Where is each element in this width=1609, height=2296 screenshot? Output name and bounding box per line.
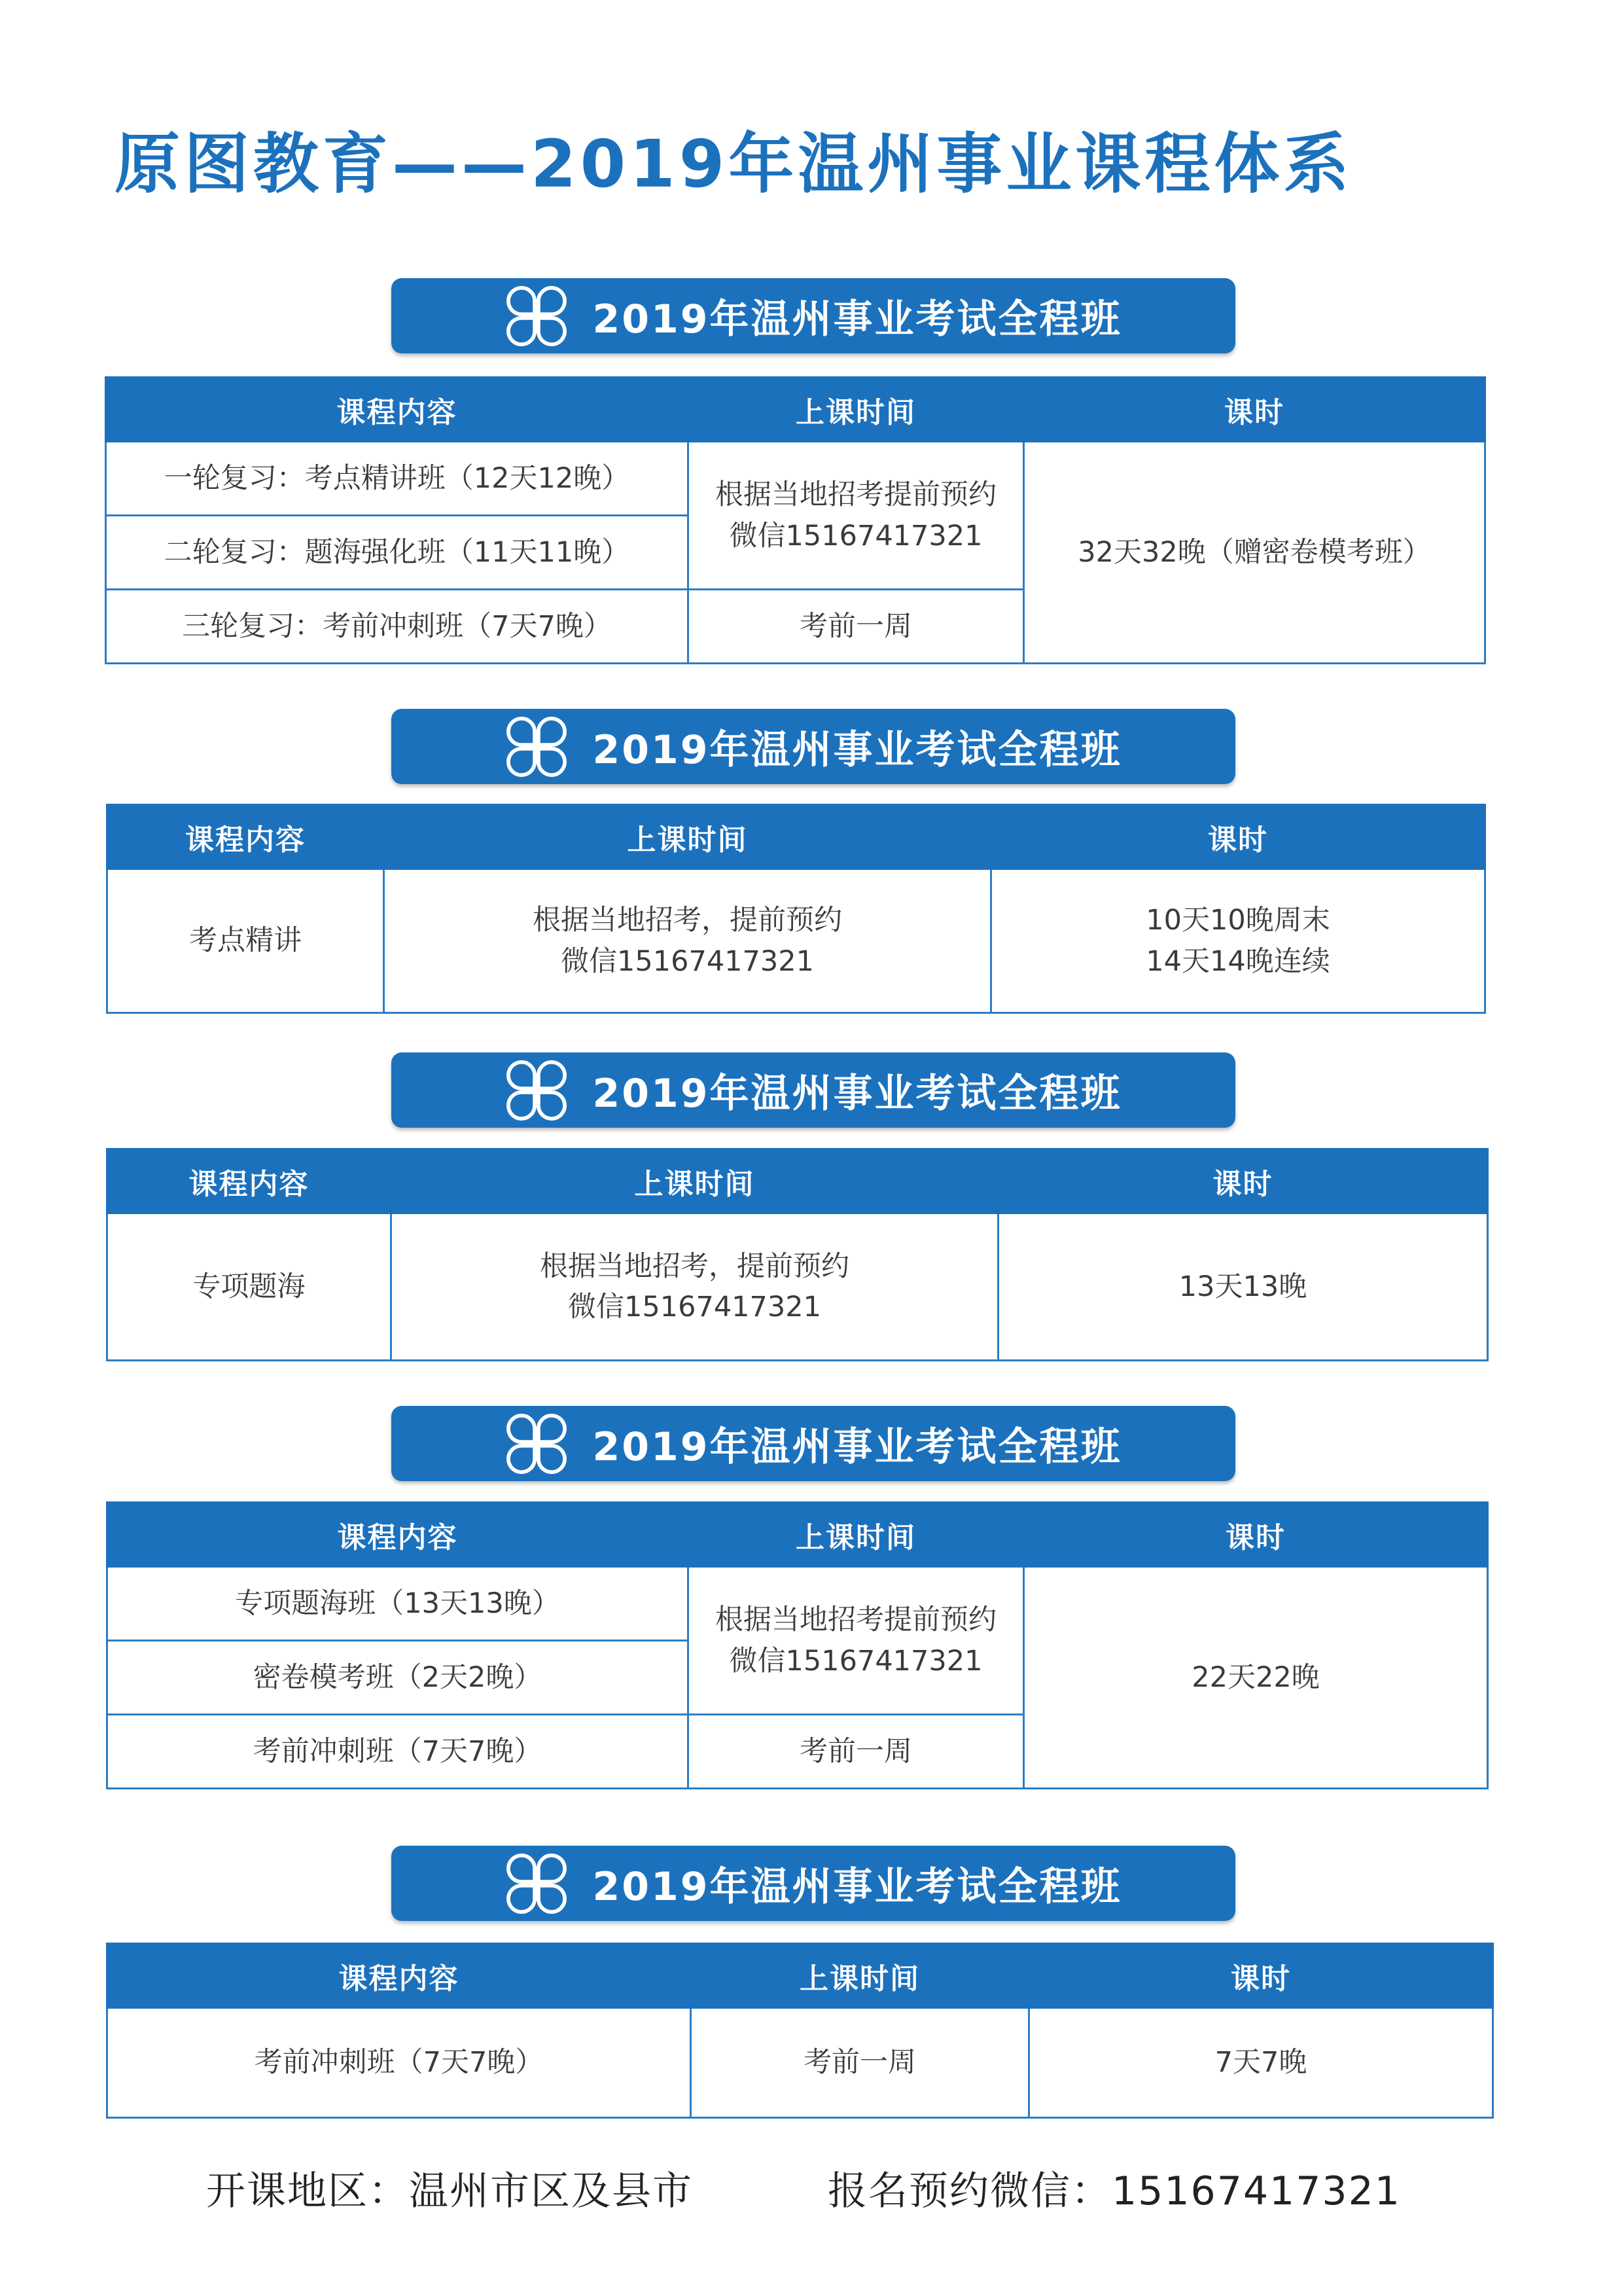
header-class-time: 上课时间 xyxy=(688,1503,1024,1567)
clover-icon xyxy=(505,1852,568,1915)
header-course-content: 课程内容 xyxy=(107,1944,691,2008)
header-class-time: 上课时间 xyxy=(688,378,1024,442)
time-line: 根据当地招考提前预约 xyxy=(715,1604,997,1637)
hours-line: 10天10晚周末 xyxy=(1146,904,1330,937)
course-table-2 xyxy=(106,804,1486,1014)
hours-cell: 32天32晚（赠密卷模考班） xyxy=(1024,442,1485,664)
header-course-content: 课程内容 xyxy=(107,1149,391,1213)
header-hours: 课时 xyxy=(1024,1503,1488,1567)
course-table-4 xyxy=(106,1501,1489,1789)
class-time-cell: 考前一周 xyxy=(691,2008,1029,2118)
header-course-content: 课程内容 xyxy=(107,1503,688,1567)
course-content-cell: 专项题海 xyxy=(107,1213,391,1361)
course-table-3 xyxy=(106,1148,1489,1361)
banner-title: 2019年温州事业考试全程班 xyxy=(592,296,1122,342)
hours-cell: 13天13晚 xyxy=(999,1213,1488,1361)
time-line: 微信15167417321 xyxy=(568,1291,821,1323)
time-line: 根据当地招考，提前预约 xyxy=(540,1249,849,1283)
section-banner-1 xyxy=(391,278,1235,353)
course-row: 密卷模考班（2天2晚） xyxy=(107,1641,688,1715)
header-class-time: 上课时间 xyxy=(691,1944,1029,2008)
header-course-content: 课程内容 xyxy=(107,805,384,869)
class-time-cell xyxy=(688,442,1024,590)
time-line: 微信15167417321 xyxy=(561,944,814,978)
course-table-1 xyxy=(105,376,1486,664)
class-time-cell xyxy=(391,1213,999,1361)
class-time-cell xyxy=(688,1567,1024,1715)
header-course-content: 课程内容 xyxy=(106,378,688,442)
course-content-cell: 考前冲刺班（7天7晚） xyxy=(107,2008,691,2118)
banner-title: 2019年温州事业考试全程班 xyxy=(592,726,1122,773)
course-row: 专项题海班（13天13晚） xyxy=(107,1567,688,1641)
class-time-cell: 考前一周 xyxy=(688,1715,1024,1789)
header-class-time: 上课时间 xyxy=(391,1149,999,1213)
time-line: 微信15167417321 xyxy=(729,519,983,552)
course-row: 一轮复习：考点精讲班（12天12晚） xyxy=(106,442,688,516)
hours-cell: 22天22晚 xyxy=(1024,1567,1488,1789)
section-banner-4 xyxy=(391,1406,1235,1481)
hours-line: 14天14晚连续 xyxy=(1146,944,1330,978)
section-banner-5 xyxy=(391,1846,1235,1921)
time-line: 根据当地招考提前预约 xyxy=(715,478,997,512)
section-banner-3 xyxy=(391,1052,1235,1128)
header-hours: 课时 xyxy=(1029,1944,1493,2008)
class-time-cell xyxy=(384,869,991,1013)
course-table-5 xyxy=(106,1943,1494,2119)
header-hours: 课时 xyxy=(1024,378,1485,442)
section-banner-2 xyxy=(391,709,1235,784)
footer-contact: 报名预约微信：15167417321 xyxy=(828,2168,1401,2214)
banner-title: 2019年温州事业考试全程班 xyxy=(592,1070,1122,1117)
course-content-cell: 考点精讲 xyxy=(107,869,384,1013)
hours-cell xyxy=(991,869,1485,1013)
clover-icon xyxy=(505,1412,568,1475)
clover-icon xyxy=(505,1059,568,1122)
clover-icon xyxy=(505,285,568,348)
time-line: 根据当地招考，提前预约 xyxy=(533,904,842,937)
header-hours: 课时 xyxy=(991,805,1485,869)
hours-cell: 7天7晚 xyxy=(1029,2008,1493,2118)
banner-title: 2019年温州事业考试全程班 xyxy=(592,1863,1122,1910)
class-time-cell: 考前一周 xyxy=(688,590,1024,664)
header-class-time: 上课时间 xyxy=(384,805,991,869)
course-row: 三轮复习：考前冲刺班（7天7晚） xyxy=(106,590,688,664)
course-row: 二轮复习：题海强化班（11天11晚） xyxy=(106,516,688,590)
footer-region: 开课地区：温州市区及县市 xyxy=(206,2168,693,2214)
header-hours: 课时 xyxy=(999,1149,1488,1213)
clover-icon xyxy=(505,715,568,778)
time-line: 微信15167417321 xyxy=(729,1644,983,1677)
page-title: 原图教育——2019年温州事业课程体系 xyxy=(115,126,1353,202)
course-row: 考前冲刺班（7天7晚） xyxy=(107,1715,688,1789)
banner-title: 2019年温州事业考试全程班 xyxy=(592,1424,1122,1470)
